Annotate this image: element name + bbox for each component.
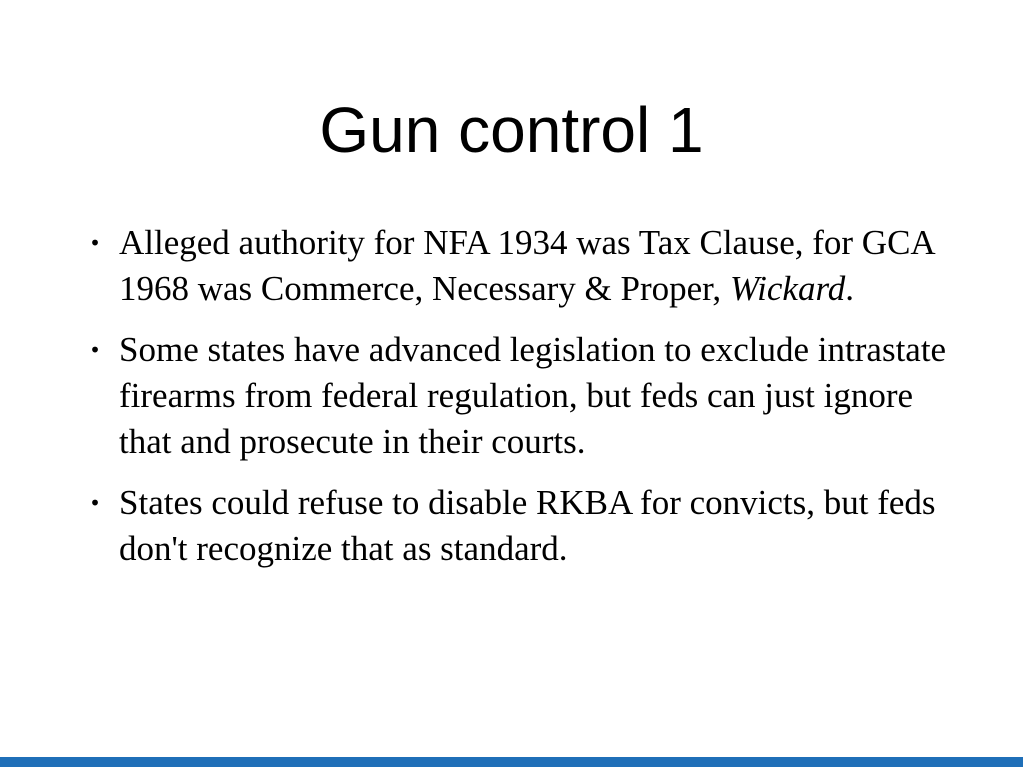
bullet-item [85, 220, 965, 312]
bullet-icon: • [89, 491, 101, 515]
bullet-item [85, 480, 965, 572]
bullet-text: States could refuse to disable RKBA for convicts, but feds don't recognize that as standard. [119, 483, 936, 568]
bullet-emphasis: Wickard [729, 269, 846, 308]
bullet-text: Alleged authority for NFA 1934 was Tax Clause, for GCA 1968 was Commerce, Necessary & Proper, [119, 223, 934, 308]
bullet-text: Some states have advanced legislation to exclude intrastate firearms from federal regulation, but feds can just ignore that and prosecute in their courts. [119, 330, 947, 461]
slide-title: Gun control 1 [319, 94, 704, 166]
bullet-text-end: . [845, 269, 855, 308]
bullet-icon: • [89, 231, 101, 255]
bullet-icon: • [89, 338, 101, 362]
bottom-accent-bar [0, 757, 1023, 767]
bullet-list [85, 220, 965, 587]
bullet-item [85, 327, 965, 465]
